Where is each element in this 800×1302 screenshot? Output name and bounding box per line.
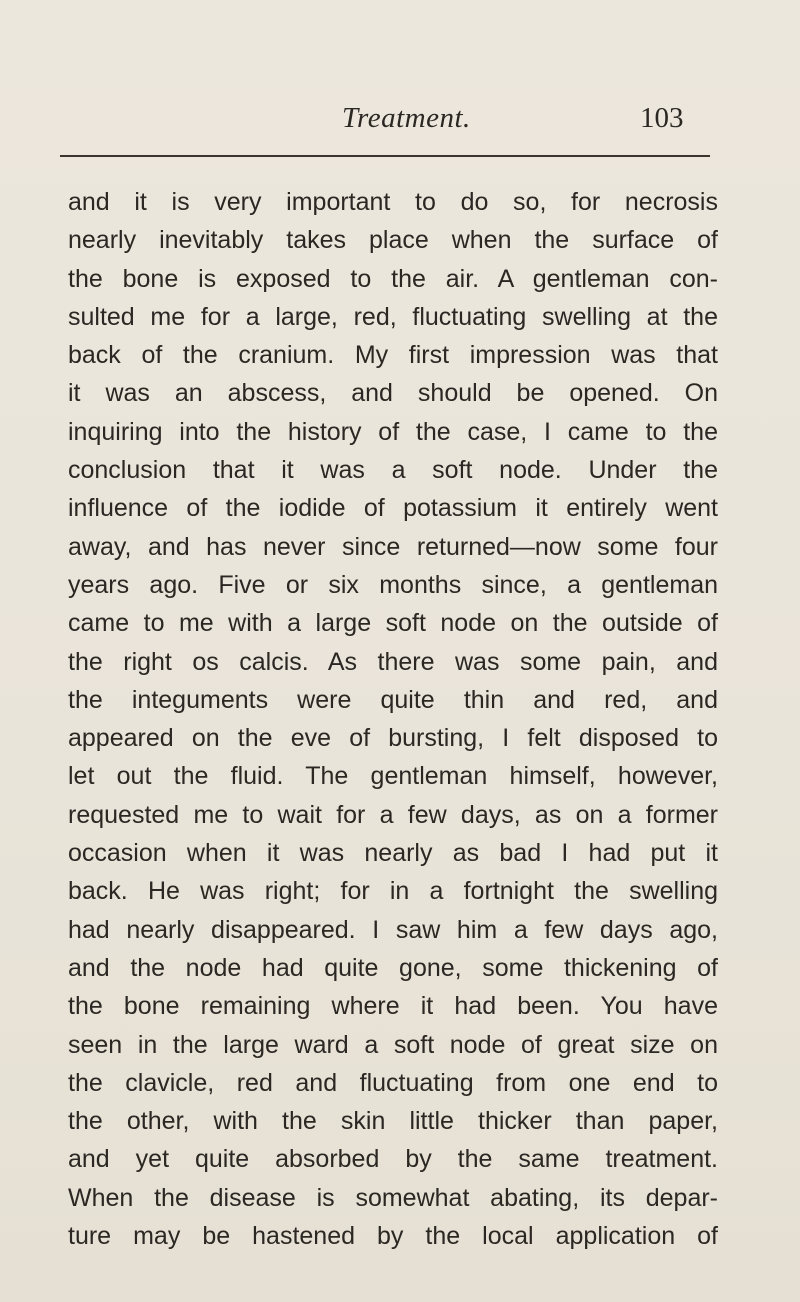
text-line: and it is very important to do so, for necrosis [68,188,718,216]
text-line: the other, with the skin little thicker than paper, [68,1107,718,1136]
body-text [68,183,718,1255]
text-line: the right os calcis. As there was some pain, and [68,647,718,676]
text-line: appeared on the eve of bursting, I felt disposed to [68,724,718,753]
text-line: the clavicle, red and fluctuating from one end to [68,1068,718,1097]
text-line: the bone is exposed to the air. A gentleman con- [68,264,718,293]
text-line: nearly inevitably takes place when the surface of [68,226,718,255]
running-head [0,98,800,142]
text-line: the bone remaining where it had been. You have [68,992,718,1021]
text-line: it was an abscess, and should be opened. On [68,379,718,408]
text-line: had nearly disappeared. I saw him a few days ago, [68,915,718,944]
text-line: and the node had quite gone, some thickening of [68,953,718,982]
text-line: ture may be hastened by the local application of [68,1222,718,1251]
header-rule [60,155,710,157]
text-line: back. He was right; for in a fortnight the swelling [68,877,718,906]
running-head-title: Treatment. [342,102,471,134]
text-line: away, and has never since returned—now some four [68,532,718,561]
text-line: and yet quite absorbed by the same treatment. [68,1145,718,1174]
text-line: sulted me for a large, red, fluctuating swelling at the [68,302,718,331]
text-line: When the disease is somewhat abating, its depar- [68,1183,718,1212]
text-line: seen in the large ward a soft node of great size on [68,1030,718,1059]
page-number: 103 [640,102,684,134]
text-line: let out the fluid. The gentleman himself, however, [68,762,718,791]
text-line: came to me with a large soft node on the outside of [68,609,718,638]
text-line: back of the cranium. My first impression was that [68,341,718,370]
text-line: occasion when it was nearly as bad I had put it [68,839,718,868]
text-line: inquiring into the history of the case, I came to the [68,417,718,446]
text-line: conclusion that it was a soft node. Under the [68,456,718,485]
text-line: requested me to wait for a few days, as on a former [68,800,718,829]
text-line: influence of the iodide of potassium it entirely went [68,494,718,523]
text-line: the integuments were quite thin and red, and [68,685,718,714]
text-line: years ago. Five or six months since, a gentleman [68,570,718,599]
